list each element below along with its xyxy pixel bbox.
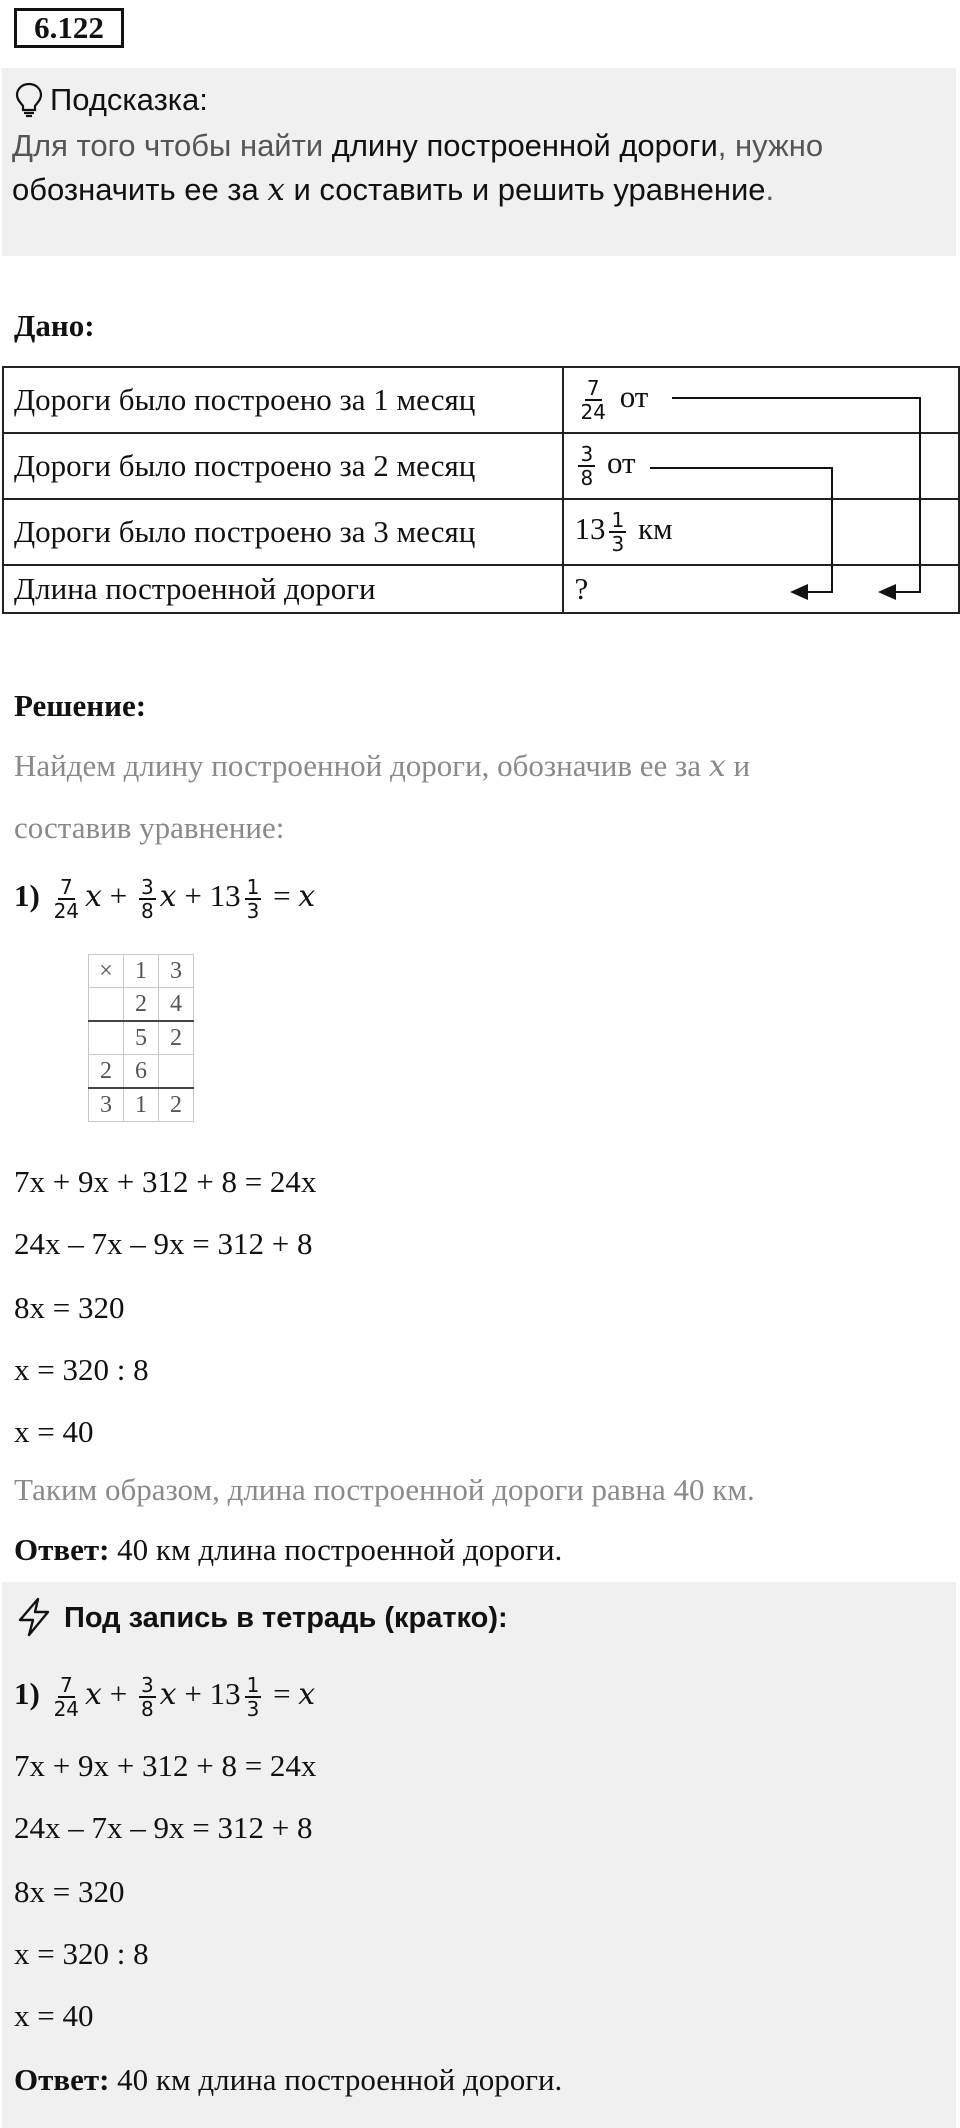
fraction: $\frac{7}{24}$ [580,376,606,424]
notebook-line: 8x = 320 [14,1874,125,1909]
notebook-panel [2,1582,956,2128]
fraction: $\frac{1}{3}$ [246,1673,260,1721]
whole-part: 13 [574,511,606,547]
unit-text: км [637,511,673,547]
lightning-icon [14,1596,54,1638]
hint-emphasis: обозначить ее за [12,172,268,207]
grid-row: 3 1 2 [89,1088,194,1122]
hint-emphasis: и составить и решить уравнение [284,172,766,207]
fraction: $\frac{7}{24}$ [53,875,80,923]
hint-emphasis: длину построенной дороги [331,128,718,163]
answer: Ответ: 40 км длина построенной дороги. [14,1532,563,1567]
conclusion: Таким образом, длина построенной дороги равна 40 км. [14,1472,755,1507]
step-label: 1) [14,878,40,914]
notebook-answer: Ответ: 40 км длина построенной дороги. [14,2062,563,2097]
step-label: 1) [14,1676,40,1712]
grid-row: 2 4 [89,988,194,1022]
fraction: $\frac{3}{8}$ [140,875,154,923]
hint-text: Для того чтобы найти [12,128,332,163]
arrow-month2 [650,468,832,592]
fraction: $\frac{7}{24}$ [53,1673,80,1721]
row-value: ? [563,565,959,613]
fraction: $\frac{1}{3}$ [246,875,260,923]
unit-text: от [619,379,649,415]
hint-text: , нужно [717,128,824,163]
solution-line: x = 40 [14,1414,94,1449]
problem-number: 6.122 [14,8,124,48]
fraction: $\frac{3}{8}$ [580,442,594,490]
row-label: Дороги было построено за 1 месяц [3,367,563,433]
grid-row: × 1 3 [89,955,194,988]
multiplication-grid [88,954,194,1122]
grid-row: 5 2 [89,1021,194,1055]
notebook-line: x = 320 : 8 [14,1936,149,1971]
solution-heading: Решение: [14,688,147,723]
equation-1: 1) $\frac{7}{24}$ x + $\frac{3}{8}$ x + 13 $\frac{1}{3}$ = x [14,875,316,923]
notebook-line: x = 40 [14,1998,94,2033]
notebook-title: Под запись в тетрадь (кратко): [64,1602,508,1634]
notebook-line: 7x + 9x + 312 + 8 = 24x [14,1748,317,1783]
row-label: Длина построенной дороги [3,565,563,613]
equation-1: 1) $\frac{7}{24}$ x + $\frac{3}{8}$ x + 13 $\frac{1}{3}$ = x [14,1673,316,1721]
arrows-overlay [0,0,960,660]
solution-line: 24x – 7x – 9x = 312 + 8 [14,1226,313,1261]
solution-line: x = 320 : 8 [14,1352,149,1387]
arrow-month1 [672,398,920,592]
row-label: Дороги было построено за 3 месяц [3,499,563,565]
given-heading: Дано: [14,308,95,343]
row-label: Дороги было построено за 2 месяц [3,433,563,499]
solution-line: 7x + 9x + 312 + 8 = 24x [14,1164,317,1199]
grid-row: 2 6 [89,1055,194,1089]
notebook-line: 24x – 7x – 9x = 312 + 8 [14,1810,313,1845]
hint-text: . [765,172,775,207]
fraction: $\frac{1}{3}$ [611,508,625,556]
solution-intro-2: составив уравнение: [14,810,285,845]
fraction: $\frac{3}{8}$ [140,1673,154,1721]
hint-title: Подсказка: [50,82,208,117]
unit-text: от [606,445,636,481]
solution-line: 8x = 320 [14,1290,125,1325]
solution-intro-1: Найдем длину построенной дороги, обозначив ее за x и [14,748,751,784]
hint-variable: x [267,172,285,208]
